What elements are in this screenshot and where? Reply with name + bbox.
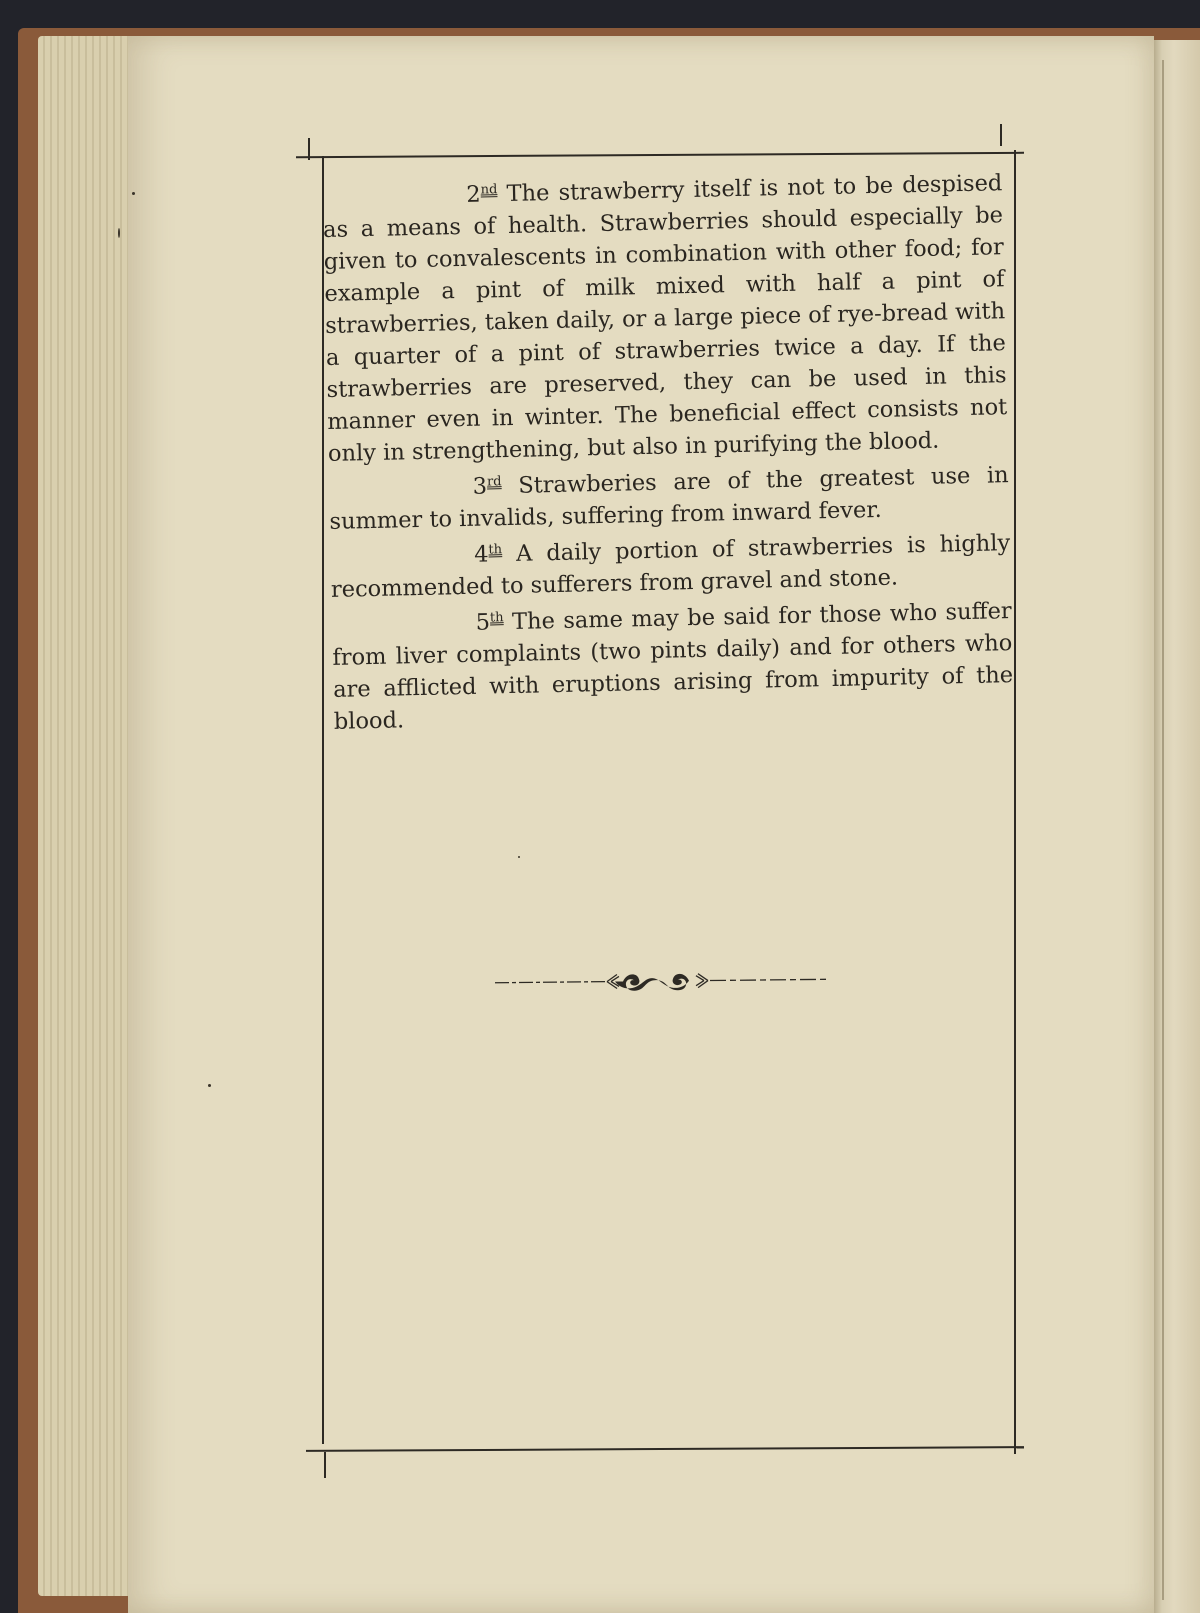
paper-speck — [132, 192, 135, 195]
paragraph-text: Strawberies are of the greatest use in summer to invalids, suffering from inward fever. — [329, 462, 1009, 535]
page-gutter — [1154, 40, 1200, 1613]
gutter-line — [1162, 60, 1164, 1600]
frame-tick-top-right — [1000, 124, 1002, 146]
paragraph-text: The strawberry itself is not to be despised as a means of health. Strawberries should especially be given to convalescents in combination with other food; for example a pint of milk mixed with half a pint of strawberries, taken daily, or a large piece of rye-bread with a quarter of a pint of strawberries twice a day. If the strawberries are preserved, they can be used in this manner even in winter. The beneficial effect consists not only in strengthening, but also in purifying the blood. — [322, 170, 1008, 467]
paragraph-2nd — [322, 163, 1008, 470]
ordinal-marker: 5th — [475, 609, 504, 636]
paper-speck — [118, 228, 120, 238]
ordinal-marker: 2nd — [466, 181, 498, 208]
frame-tick-bottom-right — [1014, 1440, 1016, 1454]
paragraph-text: A daily portion of strawberries is highly recommended to sufferers from gravel and stone. — [330, 530, 1011, 603]
frame-left-line — [322, 156, 324, 1444]
frame-right-line — [1014, 150, 1016, 1440]
paragraph-text: The same may be said for those who suffer from liver complaints (two pints daily) and for others who are afflicted with eruptions arising from impurity of the blood. — [332, 598, 1014, 735]
paper-speck — [518, 856, 520, 858]
page-text — [322, 163, 1014, 738]
ordinal-marker: 3rd — [472, 473, 502, 500]
ordinal-marker: 4th — [473, 541, 503, 568]
frame-tick-bottom-left — [324, 1452, 326, 1478]
paper-speck — [208, 1084, 211, 1087]
frame-tick-top-left — [308, 138, 310, 160]
printer-flourish-icon — [495, 964, 835, 998]
paragraph-5th — [331, 591, 1014, 738]
